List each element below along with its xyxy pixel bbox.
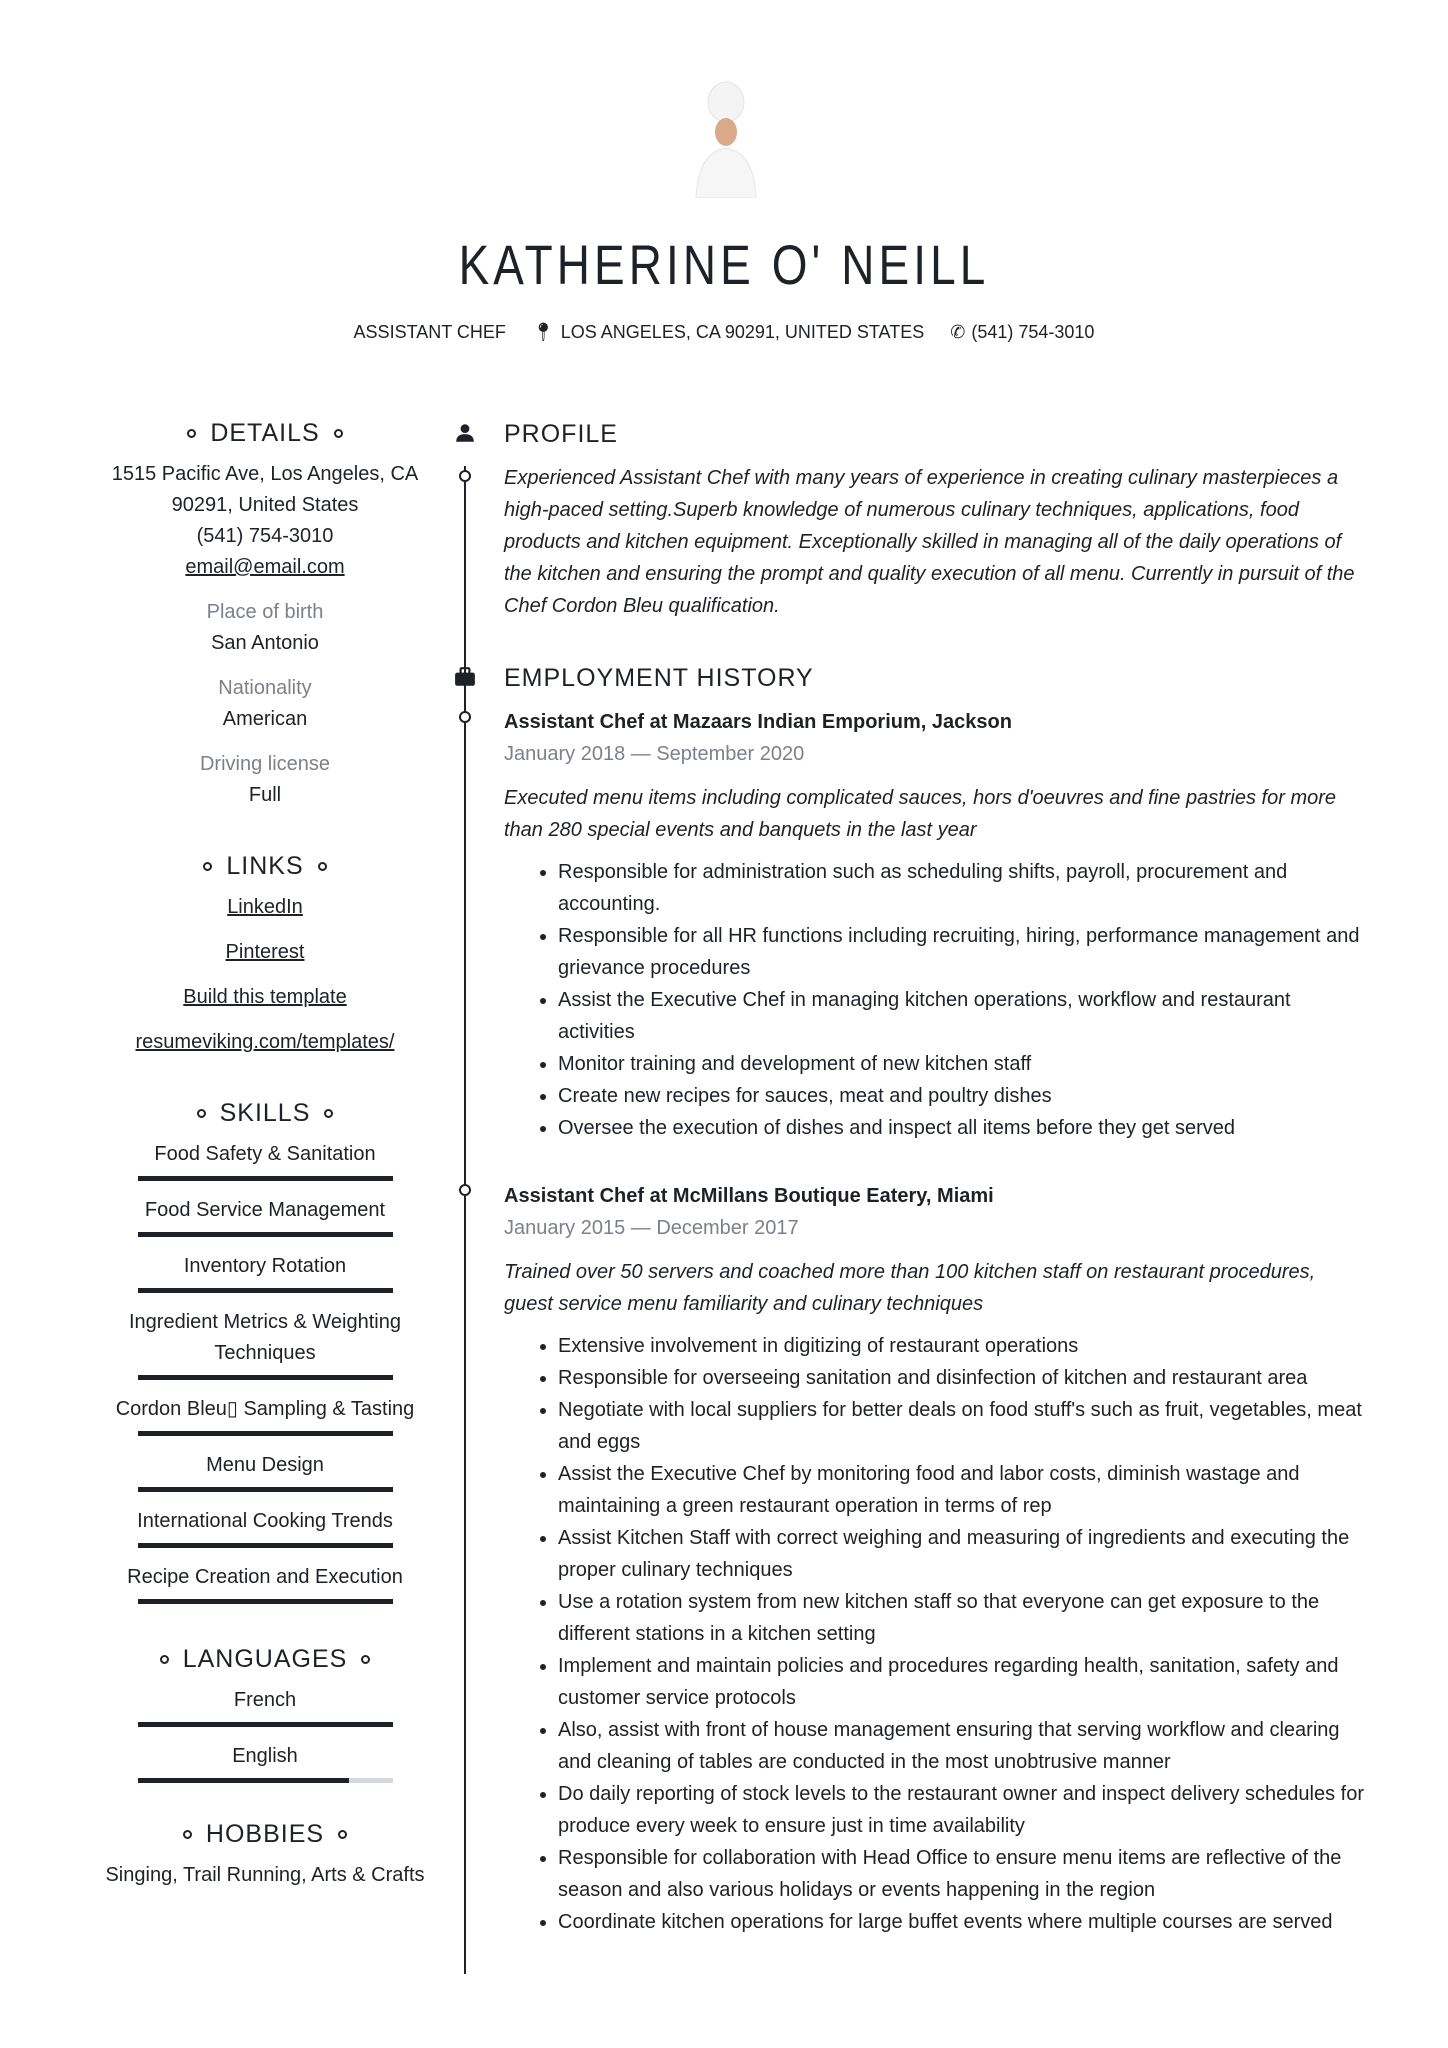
- briefcase-icon: [454, 666, 476, 688]
- skill-item: [90, 1562, 440, 1604]
- skill-name: Menu Design: [206, 1454, 324, 1476]
- skill-level-fill: [138, 1375, 393, 1380]
- skill-level-bar: [138, 1487, 393, 1492]
- job-summary: Executed menu items including complicated sauces, hors d'oeuvres and fine pastries for more than 280 special events and banquets in the last year: [504, 787, 1337, 841]
- language-level-bar: [138, 1722, 393, 1727]
- link-linkedin[interactable]: LinkedIn: [227, 896, 303, 918]
- timeline-dot: [459, 1184, 471, 1196]
- job-bullet: • Create new recipes for sauces, meat and poultry dishes: [558, 1080, 1369, 1112]
- heading-text: HOBBIES: [205, 1820, 325, 1848]
- skill-level-bar: [138, 1375, 393, 1380]
- nationality-value: American: [222, 708, 308, 730]
- job-bullet: • Assist Kitchen Staff with correct weighing and measuring of ingredients and executing the proper culinary techniques: [558, 1522, 1369, 1586]
- location: LOS ANGELES, CA 90291, UNITED STATES: [560, 322, 925, 342]
- person-icon: [454, 422, 476, 444]
- job-bullet: • Assist the Executive Chef by monitoring food and labor costs, diminish wastage and maintaining a green restaurant operation in terms of rep: [558, 1458, 1369, 1522]
- language-item: [90, 1741, 440, 1783]
- skill-name: International Cooking Trends: [137, 1510, 393, 1532]
- skill-item: [90, 1139, 440, 1181]
- job-bullet: • Responsible for administration such as scheduling shifts, payroll, procurement and accounting.: [558, 856, 1369, 920]
- skill-item: [90, 1394, 440, 1436]
- details-heading: [90, 418, 440, 449]
- timeline-line: [464, 466, 466, 1974]
- language-level-bar: [138, 1778, 393, 1783]
- driving-label: Driving license: [199, 753, 331, 775]
- dot-icon: [160, 1655, 169, 1664]
- left-column: [90, 418, 440, 1891]
- skill-item: [90, 1506, 440, 1548]
- job-bullet: • Oversee the execution of dishes and inspect all items before they get served: [558, 1112, 1369, 1144]
- job-entry: [504, 1180, 1369, 1938]
- job-bullet: • Extensive involvement in digitizing of restaurant operations: [558, 1330, 1369, 1362]
- email-link[interactable]: email@email.com: [185, 556, 345, 578]
- right-column: [504, 418, 1369, 1974]
- language-level-fill: [138, 1778, 350, 1783]
- birth-label: Place of birth: [206, 601, 324, 623]
- skill-level-fill: [138, 1232, 393, 1237]
- driving-value: Full: [248, 784, 282, 806]
- hobbies-heading: [90, 1819, 440, 1850]
- job-bullet: • Responsible for overseeing sanitation and disinfection of kitchen and restaurant area: [558, 1362, 1369, 1394]
- dot-icon: [187, 429, 196, 438]
- links-heading: [90, 851, 440, 882]
- skill-name: Food Service Management: [144, 1199, 386, 1221]
- nationality-label: Nationality: [218, 677, 312, 699]
- skills-list: [90, 1139, 440, 1604]
- job-bullets: [504, 1330, 1369, 1938]
- heading-text: LINKS: [226, 852, 304, 880]
- skill-level-fill: [138, 1176, 393, 1181]
- job-title: Assistant Chef at McMillans Boutique Eatery, Miami: [504, 1185, 994, 1207]
- link-resumeviking[interactable]: resumeviking.com/templates/: [135, 1031, 395, 1053]
- timeline-dot: [459, 711, 471, 723]
- heading-text: LANGUAGES: [182, 1645, 348, 1673]
- language-item: [90, 1685, 440, 1727]
- skill-name: Recipe Creation and Execution: [127, 1566, 403, 1588]
- header-subtitle: [0, 322, 1448, 343]
- skill-level-bar: [138, 1232, 393, 1237]
- address-line-1: 1515 Pacific Ave, Los Angeles, CA: [111, 463, 419, 485]
- skill-level-bar: [138, 1599, 393, 1604]
- hobbies-text: Singing, Trail Running, Arts & Crafts: [105, 1864, 425, 1886]
- address-line-2: 90291, United States: [171, 494, 359, 516]
- details-phone: (541) 754-3010: [196, 525, 334, 547]
- dot-icon: [361, 1655, 370, 1664]
- job-entry: [504, 706, 1369, 1144]
- job-bullet: • Assist the Executive Chef in managing kitchen operations, workflow and restaurant activities: [558, 984, 1369, 1048]
- job-dates: January 2015 — December 2017: [504, 1217, 799, 1239]
- skill-level-fill: [138, 1288, 393, 1293]
- job-title: Assistant Chef at Mazaars Indian Emporium, Jackson: [504, 711, 1012, 733]
- dot-icon: [183, 1830, 192, 1839]
- skill-level-fill: [138, 1543, 393, 1548]
- skill-item: [90, 1195, 440, 1237]
- location-pin-icon: 📍︎: [531, 322, 555, 342]
- skill-name: Ingredient Metrics & Weighting Techniques: [129, 1311, 401, 1364]
- jobs-list: [504, 706, 1369, 1938]
- job-bullet: • Coordinate kitchen operations for large buffet events where multiple courses are served: [558, 1906, 1369, 1938]
- skill-name: Inventory Rotation: [183, 1255, 347, 1277]
- timeline-dot: [459, 470, 471, 482]
- skill-level-fill: [138, 1487, 393, 1492]
- skill-level-bar: [138, 1176, 393, 1181]
- job-bullet: • Responsible for collaboration with Head Office to ensure menu items are reflective of the season and also various holidays or events happening in the region: [558, 1842, 1369, 1906]
- dot-icon: [338, 1830, 347, 1839]
- skill-level-bar: [138, 1288, 393, 1293]
- profile-heading: [504, 418, 1369, 450]
- dot-icon: [334, 429, 343, 438]
- skill-item: [90, 1450, 440, 1492]
- dot-icon: [318, 862, 327, 871]
- job-bullet: • Implement and maintain policies and procedures regarding health, sanitation, safety and customer service protocols: [558, 1650, 1369, 1714]
- languages-heading: [90, 1644, 440, 1675]
- profile-photo: [676, 80, 776, 198]
- skill-level-bar: [138, 1431, 393, 1436]
- job-bullet: • Monitor training and development of new kitchen staff: [558, 1048, 1369, 1080]
- birth-value: San Antonio: [211, 632, 319, 654]
- dot-icon: [324, 1109, 333, 1118]
- profile-text: Experienced Assistant Chef with many years of experience in creating culinary masterpieces a high-paced setting.Superb knowledge of numerous culinary techniques, applications, food products and kitchen equipment. Exceptionally skilled in managing all of the daily operations of the kitchen and ensuring the prompt and quality execution of all menu. Currently in pursuit of the Chef Cordon Bleu qualification.: [504, 467, 1355, 617]
- phone: (541) 754-3010: [971, 322, 1095, 342]
- employment-heading: [504, 662, 1369, 694]
- job-bullet: • Also, assist with front of house management ensuring that serving workflow and clearing and cleaning of tables are conducted in the most unobtrusive manner: [558, 1714, 1369, 1778]
- job-bullet: • Negotiate with local suppliers for better deals on food stuff's such as fruit, vegetables, meat and eggs: [558, 1394, 1369, 1458]
- link-build-template[interactable]: Build this template: [183, 986, 347, 1008]
- job-title: ASSISTANT CHEF: [353, 322, 506, 342]
- skill-item: [90, 1307, 440, 1380]
- heading-text: DETAILS: [210, 419, 320, 447]
- phone-icon: ✆: [950, 322, 966, 342]
- job-bullet: • Responsible for all HR functions including recruiting, hiring, performance management and grievance procedures: [558, 920, 1369, 984]
- job-summary: Trained over 50 servers and coached more than 100 kitchen staff on restaurant procedures, guest service menu familiarity and culinary techniques: [504, 1261, 1316, 1315]
- job-bullet: • Do daily reporting of stock levels to the restaurant owner and inspect delivery schedules for produce every week to ensure just in time availability: [558, 1778, 1369, 1842]
- candidate-name: KATHERINE O' NEILL: [458, 233, 990, 296]
- languages-list: [90, 1685, 440, 1783]
- skill-item: [90, 1251, 440, 1293]
- heading-text: PROFILE: [504, 420, 618, 448]
- skills-heading: [90, 1098, 440, 1129]
- skill-name: Food Safety & Sanitation: [154, 1143, 376, 1165]
- job-bullet: • Use a rotation system from new kitchen staff so that everyone can get exposure to the different stations in a kitchen setting: [558, 1586, 1369, 1650]
- job-dates: January 2018 — September 2020: [504, 743, 805, 765]
- skill-level-fill: [138, 1431, 393, 1436]
- dot-icon: [197, 1109, 206, 1118]
- language-level-fill: [138, 1722, 393, 1727]
- language-name: French: [233, 1689, 297, 1711]
- job-bullets: [504, 856, 1369, 1144]
- skill-level-bar: [138, 1543, 393, 1548]
- link-pinterest[interactable]: Pinterest: [225, 941, 305, 963]
- dot-icon: [203, 862, 212, 871]
- heading-text: EMPLOYMENT HISTORY: [504, 664, 814, 692]
- skill-level-fill: [138, 1599, 393, 1604]
- language-name: English: [232, 1745, 298, 1767]
- skill-name: Cordon Bleu▯ Sampling & Tasting: [115, 1398, 415, 1420]
- heading-text: SKILLS: [219, 1099, 311, 1127]
